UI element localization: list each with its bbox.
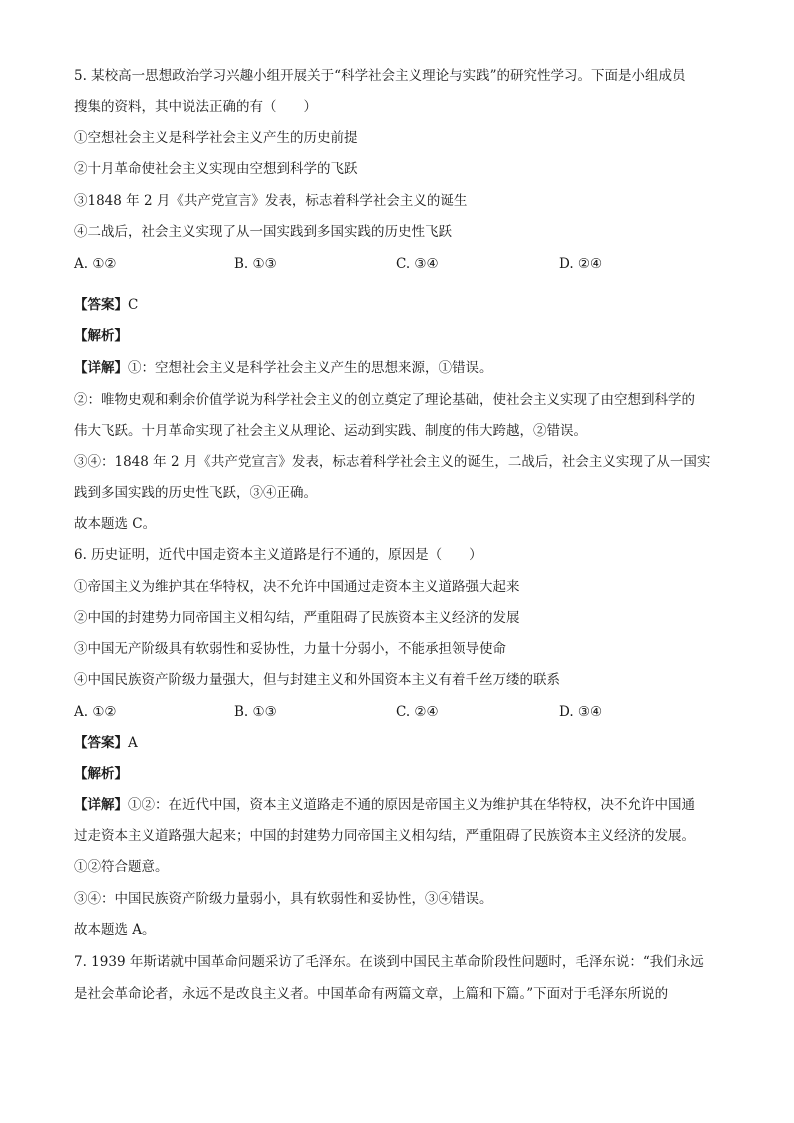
answer-label: 【答案】 [74, 735, 128, 751]
q6-conclusion: 故本题选 A。 [74, 922, 156, 938]
q6-item-3: ③中国无产阶级具有软弱性和妥协性，力量十分弱小，不能承担领导使命 [74, 641, 506, 657]
q5-item-4: ④二战后，社会主义实现了从一国实践到多国实践的历史性飞跃 [74, 224, 452, 240]
q5-stem-line1: 5. 某校高一思想政治学习兴趣小组开展关于“科学社会主义理论与实践”的研究性学习。下面是小组成员 [74, 68, 686, 84]
detail-text: ①：空想社会主义是科学社会主义产生的思想来源，①错误。 [128, 360, 493, 376]
q5-detail-3b: 践到多国实践的历史性飞跃，③④正确。 [74, 485, 317, 501]
q5-item-2: ②十月革命使社会主义实现由空想到科学的飞跃 [74, 161, 358, 177]
q5-item-1: ①空想社会主义是科学社会主义产生的历史前提 [74, 130, 358, 146]
q5-option-b: B. ①③ [234, 256, 277, 272]
q5-conclusion: 故本题选 C。 [74, 516, 157, 532]
q6-analysis-label: 【解析】 [74, 766, 128, 782]
q6-option-b: B. ①③ [234, 704, 277, 720]
q6-item-1: ①帝国主义为维护其在华特权，决不允许中国通过走资本主义道路强大起来 [74, 579, 520, 595]
q5-option-a: A. ①② [74, 256, 117, 272]
q5-detail-3a: ③④：1848 年 2 月《共产党宣言》发表，标志着科学社会主义的诞生，二战后，社会主义实现了从一国实 [74, 454, 711, 470]
q5-detail-2a: ②：唯物史观和剩余价值学说为科学社会主义的创立奠定了理论基础，使社会主义实现了由空想到科学的 [74, 392, 695, 408]
detail-label: 【详解】 [74, 360, 128, 376]
q5-detail-2b: 伟大飞跃。十月革命实现了社会主义从理论、运动到实践、制度的伟大跨越，②错误。 [74, 423, 587, 439]
q5-option-d: D. ②④ [559, 256, 603, 272]
answer-value: C [128, 297, 139, 313]
q6-detail-1c: ①②符合题意。 [74, 859, 169, 875]
q6-answer [74, 734, 138, 752]
answer-value: A [128, 735, 138, 751]
detail-label: 【详解】 [74, 797, 128, 813]
q5-detail-1 [74, 359, 493, 377]
q6-detail-1b: 过走资本主义道路强大起来；中国的封建势力同帝国主义相勾结，严重阻碍了民族资本主义经济的发展。 [74, 828, 695, 844]
detail-text: ①②：在近代中国，资本主义道路走不通的原因是帝国主义为维护其在华特权，决不允许中国通 [128, 797, 695, 813]
q6-stem: 6. 历史证明，近代中国走资本主义道路是行不通的，原因是（ ） [74, 547, 483, 563]
q6-detail-2: ③④：中国民族资产阶级力量弱小，具有软弱性和妥协性，③④错误。 [74, 891, 493, 907]
q5-answer [74, 296, 138, 314]
q6-item-4: ④中国民族资产阶级力量强大，但与封建主义和外国资本主义有着千丝万缕的联系 [74, 672, 560, 688]
q6-option-d: D. ③④ [559, 704, 603, 720]
q6-detail-1a [74, 796, 695, 814]
q6-option-a: A. ①② [74, 704, 117, 720]
q5-stem-line2: 搜集的资料，其中说法正确的有（ ） [74, 99, 317, 115]
q6-option-c: C. ②④ [396, 704, 439, 720]
q5-item-3: ③1848 年 2 月《共产党宣言》发表，标志着科学社会主义的诞生 [74, 193, 468, 209]
q5-analysis-label: 【解析】 [74, 328, 128, 344]
answer-label: 【答案】 [74, 297, 128, 313]
q7-stem-line2: 是社会革命论者，永远不是改良主义者。中国革命有两篇文章，上篇和下篇。”下面对于毛泽东所说的 [74, 986, 669, 1002]
q5-option-c: C. ③④ [396, 256, 439, 272]
q7-stem-line1: 7. 1939 年斯诺就中国革命问题采访了毛泽东。在谈到中国民主革命阶段性问题时，毛泽东说：“我们永远 [74, 954, 704, 970]
q6-item-2: ②中国的封建势力同帝国主义相勾结，严重阻碍了民族资本主义经济的发展 [74, 610, 520, 626]
